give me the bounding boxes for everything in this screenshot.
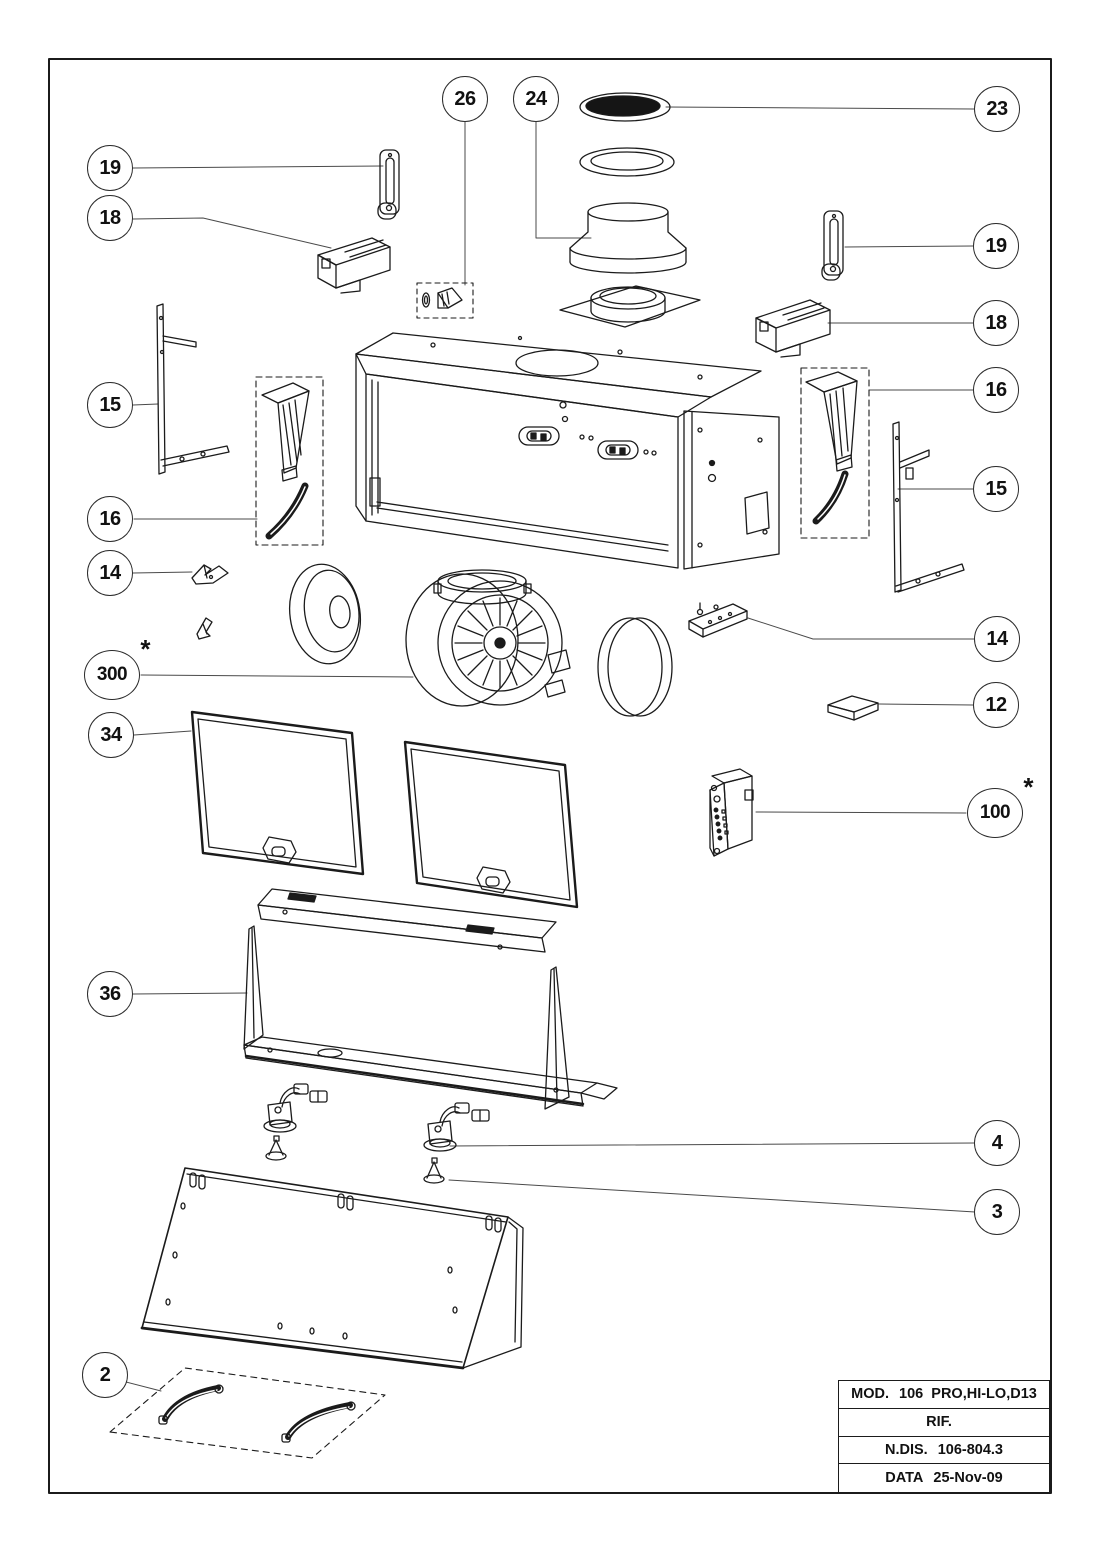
title-block-row-rif — [839, 1409, 1049, 1437]
part-outlet-flange — [560, 286, 700, 327]
callout-label: 24 — [525, 87, 547, 110]
callout-label: 12 — [985, 693, 1007, 716]
callout-15-right — [973, 466, 1019, 512]
callout-36 — [87, 971, 133, 1017]
part-frame-15-left — [157, 304, 229, 474]
asterisk: * — [140, 634, 150, 664]
part-filter-34-right — [405, 742, 577, 907]
part-filter-34-left — [192, 712, 363, 874]
callout-300 — [84, 634, 150, 700]
part-disc-cover — [598, 618, 672, 716]
callout-label: 18 — [99, 206, 121, 229]
part-frame-15-right — [893, 422, 964, 592]
callout-26 — [442, 76, 488, 122]
part-box-12 — [828, 696, 878, 720]
part-strut-kit-16-left — [256, 377, 323, 545]
callout-label: 36 — [99, 982, 121, 1005]
callout-19-right — [973, 223, 1019, 269]
part-ring-spacer — [283, 560, 366, 669]
part-frame-36 — [244, 926, 617, 1109]
data-label: DATA — [885, 1470, 924, 1487]
callout-24 — [513, 76, 559, 122]
part-26-kit — [417, 283, 473, 318]
part-lamp-socket-4-left — [264, 1084, 327, 1132]
callout-label: 19 — [99, 156, 121, 179]
part-gasket-ring — [580, 148, 674, 176]
leader-lines — [126, 107, 975, 1391]
callout-label: 14 — [99, 561, 121, 584]
callout-label: 300 — [96, 664, 128, 685]
callout-18-right — [973, 300, 1019, 346]
callout-label: 16 — [99, 507, 121, 530]
title-block-row-mod — [839, 1381, 1049, 1409]
part-clip-14-left — [192, 565, 228, 639]
part-bracket-18-right — [756, 300, 830, 357]
part-lamp-socket-4-right — [424, 1103, 489, 1151]
callout-4 — [974, 1120, 1020, 1166]
callout-18-left — [87, 195, 133, 241]
callout-12 — [973, 682, 1019, 728]
part-bulb-3-left — [266, 1136, 286, 1160]
callout-16-left — [87, 496, 133, 542]
callout-label: 18 — [985, 311, 1007, 334]
callout-14-right — [974, 616, 1020, 662]
callout-15-left — [87, 382, 133, 428]
part-bracket-18-left — [318, 238, 390, 293]
callout-label: 19 — [985, 234, 1007, 257]
callout-14-left — [87, 550, 133, 596]
callout-100 — [967, 772, 1033, 838]
part-control-board-100 — [710, 769, 753, 856]
callout-label: 2 — [99, 1363, 111, 1386]
callout-16-right — [973, 367, 1019, 413]
part-visor-panel — [142, 1168, 523, 1368]
rif-label: RIF. — [926, 1414, 952, 1431]
drawing-border — [49, 59, 1051, 1493]
callout-3 — [974, 1189, 1020, 1235]
callout-label: 26 — [454, 87, 476, 110]
callout-label: 4 — [991, 1131, 1003, 1154]
part-bracket-14-right — [689, 603, 747, 637]
callout-label: 14 — [986, 627, 1008, 650]
asterisk: * — [1023, 772, 1033, 802]
callout-label: 100 — [979, 802, 1011, 823]
ndis-value: 106-804.3 — [937, 1441, 1003, 1458]
ndis-label: N.DIS. — [884, 1441, 928, 1458]
title-block — [838, 1380, 1050, 1493]
title-block-row-data — [839, 1464, 1049, 1492]
callout-23 — [974, 86, 1020, 132]
part-strut-kit-16-right — [801, 368, 869, 538]
part-support-bar — [258, 889, 556, 952]
part-damper-23 — [580, 93, 670, 121]
data-value: 25-Nov-09 — [933, 1470, 1003, 1487]
cabinet-body — [356, 333, 779, 569]
callout-label: 16 — [985, 378, 1007, 401]
title-block-row-ndis — [839, 1437, 1049, 1465]
callout-19-left — [87, 145, 133, 191]
part-handles-2 — [110, 1368, 385, 1458]
callout-label: 23 — [986, 97, 1008, 120]
mod-label: MOD. — [851, 1386, 890, 1403]
mod-value: 106 PRO,HI-LO,D13 — [899, 1386, 1037, 1403]
part-blower-300 — [406, 570, 570, 706]
callout-label: 15 — [99, 393, 121, 416]
callout-34 — [88, 712, 134, 758]
callout-label: 15 — [985, 477, 1007, 500]
callout-2 — [82, 1352, 128, 1398]
part-handle-19-left — [378, 150, 399, 219]
callout-label: 34 — [100, 723, 122, 746]
part-handle-19-right — [822, 211, 843, 280]
part-bulb-3-right — [424, 1158, 444, 1183]
callout-label: 3 — [991, 1200, 1003, 1223]
